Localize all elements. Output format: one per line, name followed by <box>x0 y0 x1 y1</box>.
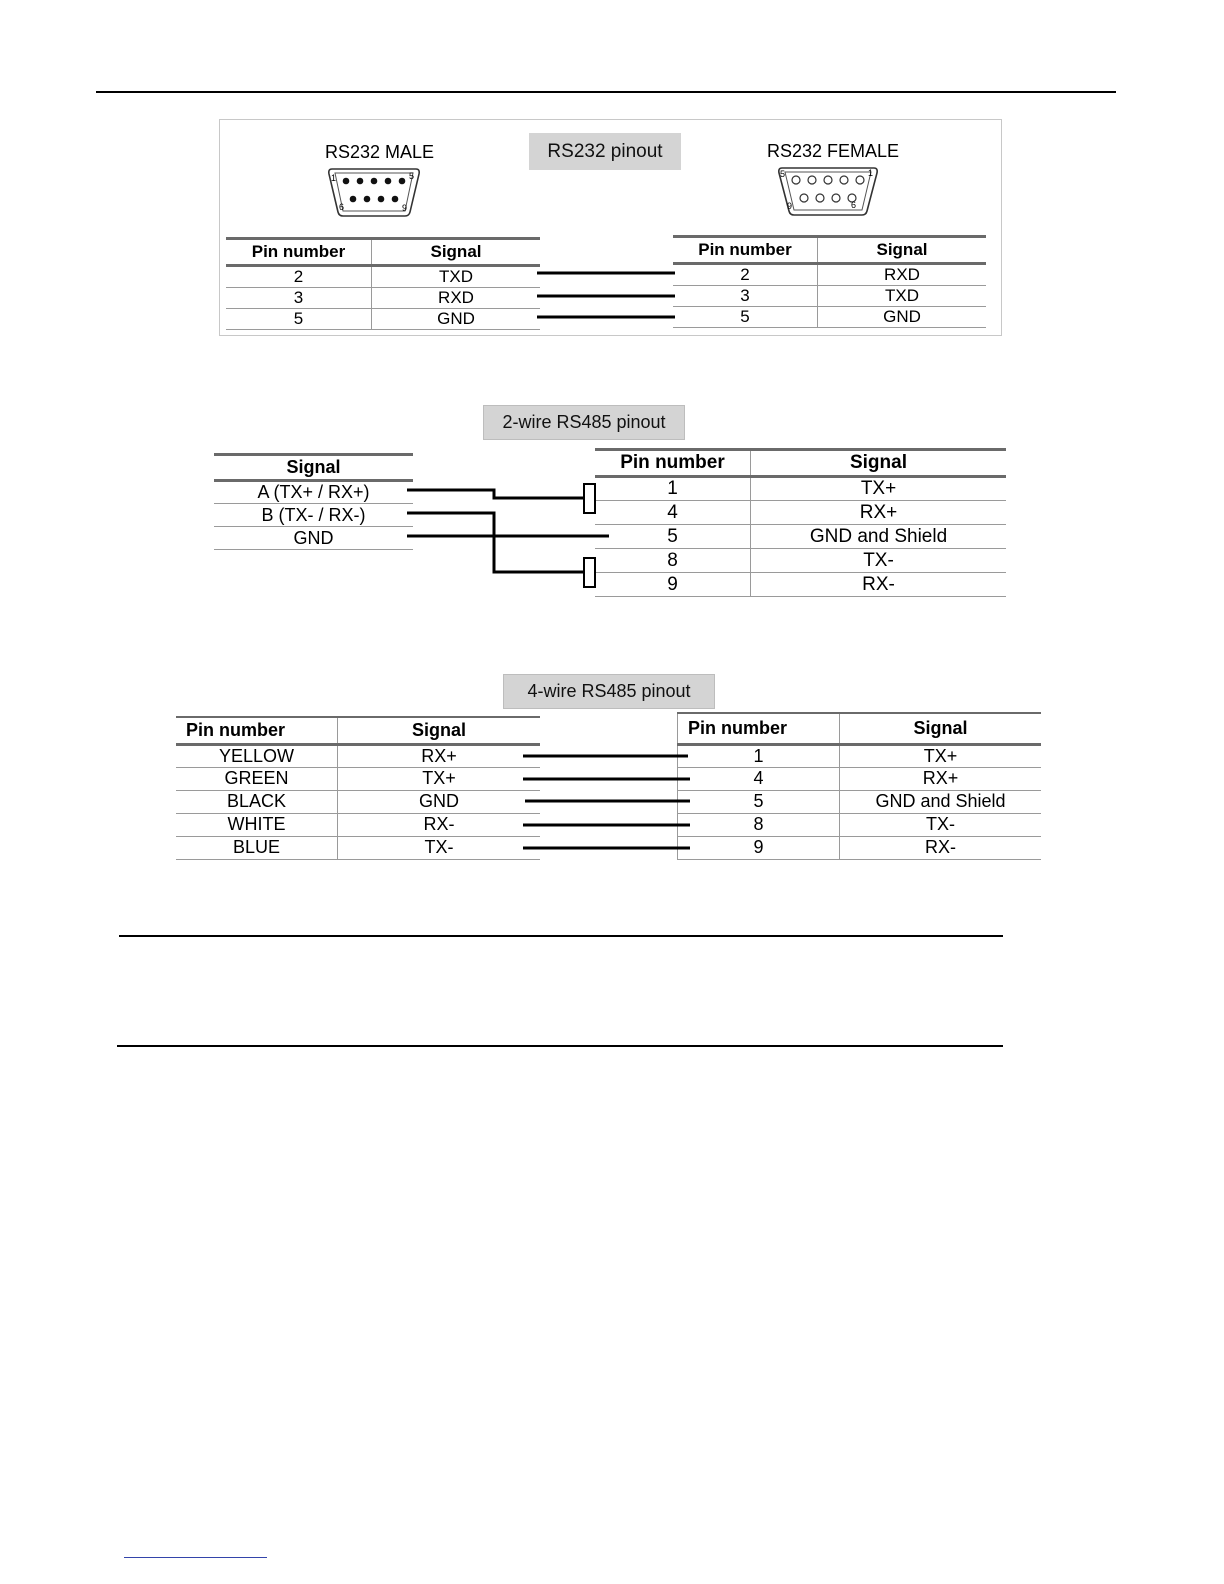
table-cell: WHITE <box>176 813 338 836</box>
table-cell: 4 <box>678 767 840 790</box>
table-cell: B (TX- / RX-) <box>214 504 413 527</box>
table-cell: GND <box>818 307 987 328</box>
table-cell: 1 <box>595 477 751 501</box>
table-cell: 5 <box>595 525 751 549</box>
table-cell: 8 <box>678 813 840 836</box>
male-pin-9-label: 9 <box>402 203 408 213</box>
table-cell: 3 <box>226 288 372 309</box>
male-pin-1-label: 1 <box>331 173 337 183</box>
footer-rule <box>124 1557 267 1558</box>
table-cell: RX+ <box>840 767 1042 790</box>
table-cell: 9 <box>678 836 840 859</box>
table-header: Signal <box>840 713 1042 744</box>
table-cell: RXD <box>818 264 987 286</box>
table-header: Signal <box>372 239 541 266</box>
table-cell: GND and Shield <box>840 790 1042 813</box>
table-cell: RX+ <box>751 501 1007 525</box>
table-cell: YELLOW <box>176 744 338 767</box>
note-bottom-rule <box>117 1045 1003 1047</box>
table-cell: RX- <box>840 836 1042 859</box>
table-cell: 5 <box>678 790 840 813</box>
rs232-caption: RS232 pinout <box>529 133 681 170</box>
table-cell: 9 <box>595 573 751 597</box>
rs232-male-label: RS232 MALE <box>325 142 435 162</box>
table-cell: RXD <box>372 288 541 309</box>
note-top-rule <box>119 935 1003 937</box>
female-pin-5-label: 5 <box>780 169 786 179</box>
table-cell: TX+ <box>338 767 541 790</box>
table-cell: TX- <box>751 549 1007 573</box>
table-cell: 2 <box>673 264 818 286</box>
male-pin-6-label: 6 <box>339 202 345 212</box>
table-cell: GND <box>338 790 541 813</box>
male-pin-5-label: 5 <box>409 171 415 181</box>
table-cell: RX- <box>751 573 1007 597</box>
female-pin-1-label: 1 <box>868 168 874 178</box>
table-header: Signal <box>751 450 1007 477</box>
table-cell: 5 <box>226 309 372 330</box>
table-cell: BLACK <box>176 790 338 813</box>
table-cell: TX+ <box>751 477 1007 501</box>
table-cell: 4 <box>595 501 751 525</box>
table-cell: GND <box>372 309 541 330</box>
rs485-2wire-caption: 2-wire RS485 pinout <box>483 405 685 440</box>
table-cell: BLUE <box>176 836 338 859</box>
table-header: Pin number <box>226 239 372 266</box>
table-cell: GND and Shield <box>751 525 1007 549</box>
table-header: Signal <box>818 237 987 264</box>
table-cell: 5 <box>673 307 818 328</box>
female-pin-9-label: 9 <box>787 201 793 211</box>
table-cell: 8 <box>595 549 751 573</box>
table-cell: RX- <box>338 813 541 836</box>
table-header: Pin number <box>176 717 338 744</box>
table-header: Pin number <box>673 237 818 264</box>
table-cell: TX- <box>338 836 541 859</box>
table-cell: TXD <box>372 266 541 288</box>
table-header: Signal <box>214 455 413 481</box>
table-cell: A (TX+ / RX+) <box>214 481 413 504</box>
rs232-female-label: RS232 FEMALE <box>767 141 900 161</box>
table-cell: TXD <box>818 286 987 307</box>
table-cell: 1 <box>678 744 840 767</box>
table-header: Signal <box>338 717 541 744</box>
table-cell: 3 <box>673 286 818 307</box>
table-header: Pin number <box>678 713 840 744</box>
table-cell: 2 <box>226 266 372 288</box>
table-cell: TX+ <box>840 744 1042 767</box>
table-header: Pin number <box>595 450 751 477</box>
rs485-4wire-caption: 4-wire RS485 pinout <box>503 674 715 709</box>
table-cell: GND <box>214 527 413 550</box>
female-pin-6-label: 6 <box>851 200 857 210</box>
table-cell: RX+ <box>338 744 541 767</box>
table-cell: GREEN <box>176 767 338 790</box>
table-cell: TX- <box>840 813 1042 836</box>
